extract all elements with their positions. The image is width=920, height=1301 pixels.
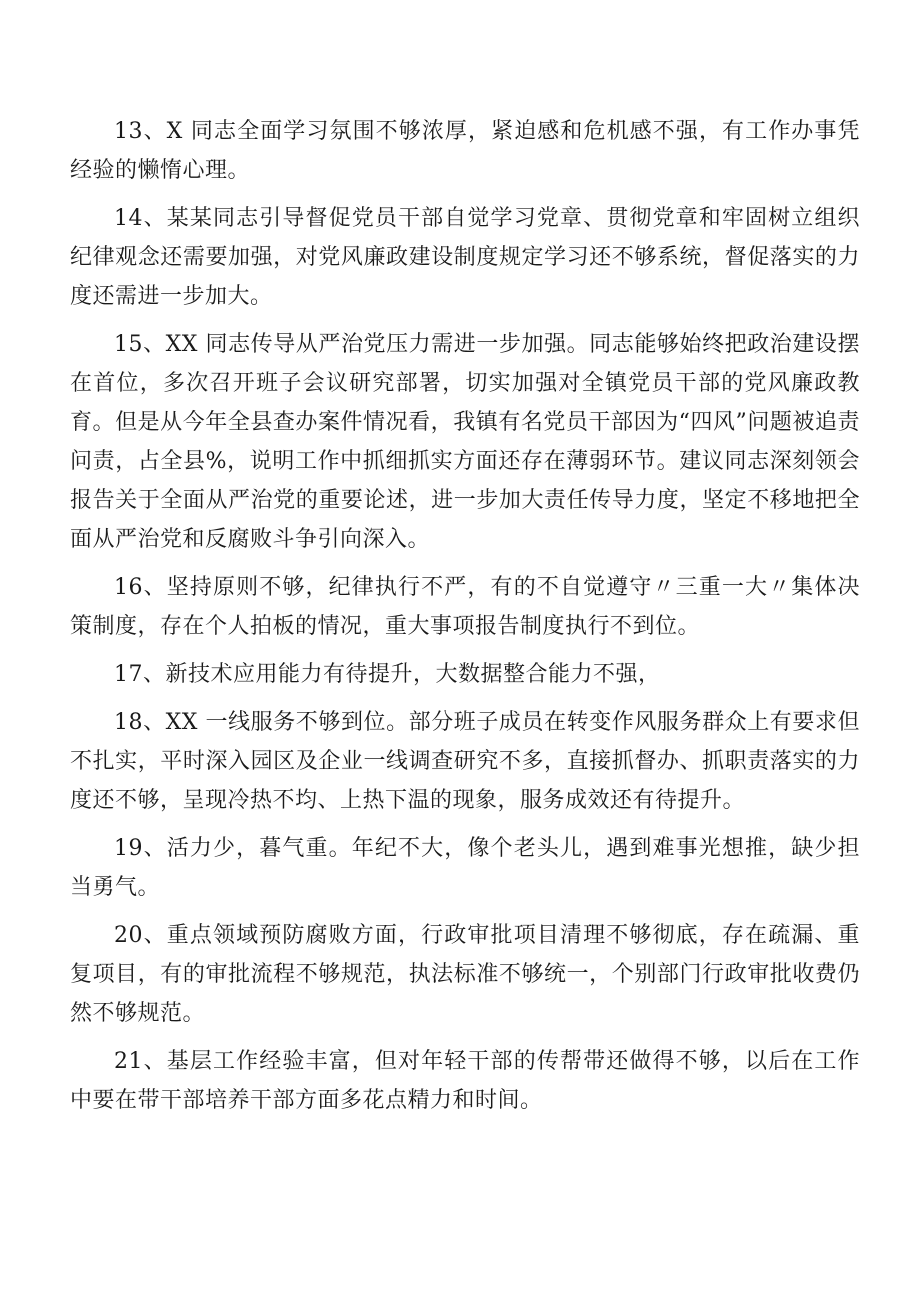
paragraph-17: 17、新技术应用能力有待提升，大数据整合能力不强， (114, 662, 661, 687)
document-body (70, 112, 860, 1129)
paragraph-13: 13、X 同志全面学习氛围不够浓厚，紧迫感和危机感不强，有工作办事凭经验的懒惰心理。 (70, 119, 860, 183)
paragraph-18: 18、XX 一线服务不够到位。部分班子成员在转变作风服务群众上有要求但不扎实，平时深入园区及企业一线调查研究不多，直接抓督办、抓职责落实的力度还不够，呈现冷热不均、上热下温的现象，服务成效还有待提升。 (70, 710, 860, 813)
paragraph-16: 16、坚持原则不够，纪律执行不严，有的不自觉遵守〃三重一大〃集体决策制度，存在个人拍板的情况，重大事项报告制度执行不到位。 (70, 575, 860, 639)
paragraph-15: 15、XX 同志传导从严治党压力需进一步加强。同志能够始终把政治建设摆在首位，多次召开班子会议研究部署，切实加强对全镇党员干部的党风廉政教育。但是从今年全县查办案件情况看，我镇有名党员干部因为“四风”问题被追责问责，占全县%，说明工作中抓细抓实方面还存在薄弱环节。建议同志深刻领会报告关于全面从严治党的重要论述，进一步加大责任传导力度，坚定不移地把全面从严治党和反腐败斗争引向深入。 (70, 332, 860, 552)
paragraph-19: 19、活力少，暮气重。年纪不大，像个老头儿，遇到难事光想推，缺少担当勇气。 (70, 836, 860, 900)
paragraph-20: 20、重点领域预防腐败方面，行政审批项目清理不够彻底，存在疏漏、重复项目，有的审批流程不够规范，执法标准不够统一，个别部门行政审批收费仍然不够规范。 (70, 923, 860, 1026)
paragraph-21: 21、基层工作经验丰富，但对年轻干部的传帮带还做得不够，以后在工作中要在带干部培养干部方面多花点精力和时间。 (70, 1049, 860, 1113)
paragraph-14: 14、某某同志引导督促党员干部自觉学习党章、贯彻党章和牢固树立组织纪律观念还需要加强，对党风廉政建设制度规定学习还不够系统，督促落实的力度还需进一步加大。 (70, 206, 860, 309)
